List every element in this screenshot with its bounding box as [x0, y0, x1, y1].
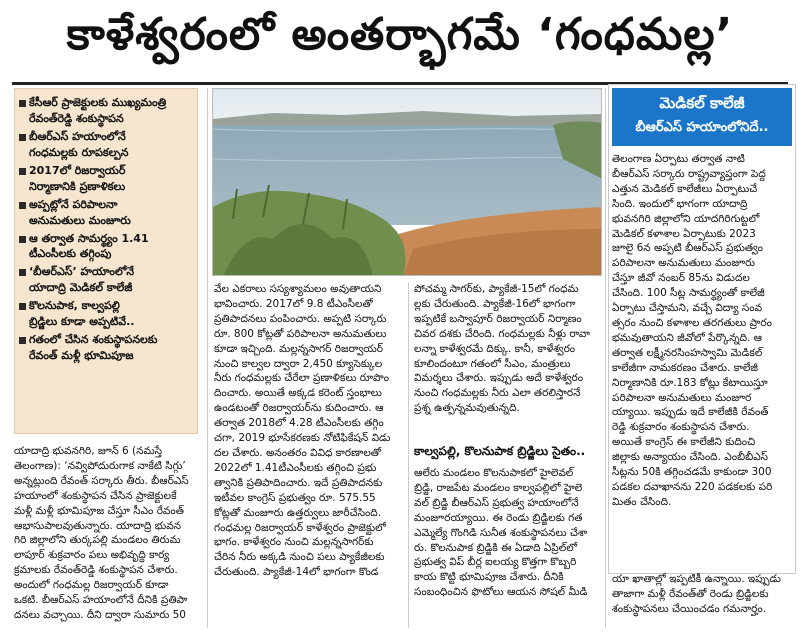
square-bullet-icon — [19, 236, 26, 243]
medical-college-text: తెలంగాణ ఏర్పాటు తర్వాత నాటి బీఆర్ఎస్ సర్కారు రాష్ట్రవ్యాప్తంగా పెద్ద ఎత్తున మెడికల్ కాలేజీలు ఏర్పాటుచే సింది. ఇందులో భాగంగా యాదాద్రి భువనగిరి జిల్లాలోని యాదగిరిగుట్టలో మెడికల్ కళాశాల ఏర్పాటుకు 2023 జూలై 6న అప్పటి బీఆర్ఎస్ ప్రభుత్వం పరిపాలనా అనుమతులు మంజూరు చేస్తూ జీవో నంబర్ 85ను విడుదల చేసింది. 100 సీట్ల సామర్థ్యంతో కాలేజీ ఏర్పాటు చేస్తామని, వచ్చే విద్యా సంవ త్సరం నుంచి కళాశాల తరగతులు ప్రారం భమవుతాయని జీవోలో పేర్కొన్నది. ఆ తర్వాత లక్ష్మీనరసింహస్వామి మెడికల్ కాలేజీగా నామకరణం చేశారు. కాలేజీ నిర్మాణానికి రూ.183 కోట్లు కేటాయిస్తూ పరిపాలనా అనుమతులు మంజూర య్యాయి. ఇప్పుడు ఇదే కాలేజీకి రేవంత్ రెడ్డి శుక్రవారం శంకుస్థాపన చేశారు. అయితే కాంగ్రెస్ ఈ కాలేజీని కుదించి జిల్లాకు అన్యాయం చేసింది. ఎంబీబీఎస్ సీట్లను 50కి తగ్గించడమే కాకుండా 300 పడకల దవాఖానను 220 పడకలకు పరి మితం చేసింది. — [612, 153, 773, 508]
highlight-text: ఆ తర్వాత సామర్థ్యం 1.41 టీఎంసీలకు తగ్గింపు — [29, 231, 149, 261]
highlight-item — [19, 298, 191, 330]
column-divider — [605, 88, 606, 628]
reservoir-photo-image — [213, 89, 602, 276]
square-bullet-icon — [19, 269, 26, 276]
box-subtitle: బీఆర్ఎస్ హయాంలోనిదే.. — [635, 120, 769, 135]
highlight-text: గతంలో చేసిన శంకుస్థాపనలకు రేవంత్ మళ్లీ భూమిపూజ — [29, 333, 158, 363]
highlight-item — [19, 264, 191, 296]
highlight-text: కొలనుపాక, కాల్వపల్లి బ్రిడ్జిలు కూడా అప్పటివే.. — [29, 299, 135, 329]
column-divider — [408, 282, 409, 628]
highlight-text: అప్పట్లోనే పరిపాలనా అనుమతులు మంజూరు — [29, 197, 131, 227]
square-bullet-icon — [19, 202, 26, 209]
highlight-item — [19, 332, 191, 364]
square-bullet-icon — [19, 168, 26, 175]
medical-college-box-header — [612, 88, 792, 146]
highlight-item — [19, 231, 191, 263]
highlight-text: కేసీఆర్ ప్రాజెక్టులకు ముఖ్యమంత్రి రేవంత్‌రెడ్డి శంకుస్థాపన — [29, 96, 167, 125]
article-column-3-continued: ఆలేరు మండలం కొలనుపాకలో హైలెవల్ బ్రిడ్జి, రాజపేట మండలం కాల్వపల్లిలో హైలె వల్ బ్రిడ్జి బీఆర్ఎస్ ప్రభుత్వ హయాంలోనే మంజూరయ్యాయి. ఈ రెండు బ్రిడ్జిలకు గత ఎమ్మెల్యే గొంగిడి సునీత శంకుస్థాపనలు చేశా రు. కొలనుపాక బ్రిడ్జికి ఈ ఏడాది ఏప్రిల్‌లో ప్రభుత్వ విప్ బీర్ల ఐలయ్య కొత్తగా కొబ్బరి కాయ కొట్టి భూమిపూజ చేశారు. దీనికి సంబంధించిన ఫొటోలు ఆయన సోషల్ మీడి — [414, 467, 588, 599]
highlight-text: బీఆర్ఎస్ హయాంలోనే గంధమల్లకు రూపకల్పన — [29, 129, 129, 159]
highlight-text: ‘బీఆర్ఎస్’ హయాంలోనే యాదాద్రి మెడికల్ కాలేజీ — [29, 265, 135, 295]
article-column-1: యాదాద్రి భువనగిరి, జూన్ 6 (నమస్తే తెలంగాణ): ‘నవ్విపోదురుగాక నాకేటి సిగ్గు’ అన్నట్లుంది రేవంత్ సర్కారు తీరు. బీఆర్ఎస్ హయాంలో శంకుస్థాపన చేసిన ప్రాజెక్టులకే మళ్లీ మళ్లీ భూమిపూజ చేస్తూ సీఎం రేవంత్ ఆభాసుపాలవుతున్నారు. యాదాద్రి భువన గిరి జిల్లాలోని తుర్కపల్లి మండలం తిరుమ లాపూర్ శుక్రవారం పలు అభివృద్ధి కార్య క్రమాలకు రేవంత్‌రెడ్డి శంకుస్థాపన చేశారు. అందులో గంధమల్ల రిజర్వాయర్ కూడా ఒకటి. బీఆర్ఎస్ హయాంలోనే దీనికి ప్రతిపా దనలు వచ్చాయి. దీని ద్వారా సుమారు 50 — [14, 445, 189, 621]
bridges-subheading: కాల్వపల్లి, కొలనుపాక బ్రిడ్జిలు సైతం.. — [414, 444, 586, 458]
highlight-item — [19, 95, 191, 127]
square-bullet-icon — [19, 100, 26, 107]
article-column-3: పోచమ్మ సాగర్‌కు, ప్యాకేజీ-15లో గంధమ ల్లకు చేరుతుంది. ప్యాకేజీ-16లో భాగంగా ఇప్పటికే బస్వాపూర్ రిజర్వాయర్ నిర్మాణం చివర దశకు చేరింది. గంధమల్లకు నీళ్లు రావా లన్నా కాళేశ్వరమే దిక్కు. కానీ, కాళేశ్వరం కూలిందంటూ గతంలో సీఎం, మంత్రులు విమర్శలు చేశారు. ఇప్పుడు అదే కాళేశ్వరం నుంచి గంధమల్లకు నీరు ఎలా తరలిస్తారనే ప్రశ్న ఉత్పన్నమవుతున్నది. — [414, 283, 590, 415]
highlight-item — [19, 163, 191, 195]
headline: కాళేశ్వరంలో అంతర్భాగమే ‘గంధమల్ల’ — [66, 9, 734, 60]
reservoir-photo — [212, 88, 602, 276]
article-column-4-continued: యా ఖాతాల్లో ఇప్పటికీ ఉన్నాయి. ఇప్పుడు తాజాగా మళ్లీ రేవంత్‌తో రెండు బ్రిడ్జిలకు శంకుస్థాపనలు చేయించడం గమనార్హం. — [612, 573, 781, 615]
square-bullet-icon — [19, 303, 26, 310]
box-title: మెడికల్ కాలేజీ — [659, 94, 745, 112]
highlight-text: 2017లో రిజర్వాయర్ నిర్మాణానికి ప్రణాళికలు — [29, 163, 126, 193]
highlight-item — [19, 197, 191, 229]
highlights-sidebar — [14, 88, 198, 434]
square-bullet-icon — [19, 337, 26, 344]
article-column-2: వేల ఎకరాలు సస్యశ్యామలం అవుతాయని భావించారు. 2017లో 9.8 టీఎంసీలతో ప్రతిపాదనలు పంపించారు. అప్పటి సర్కారు రూ. 800 కోట్లతో పరిపాలనా అనుమతులు కూడా ఇచ్చింది. మల్లన్నసాగర్ రిజర్వాయర్ నుంచి కాల్వల ద్వారా 2,450 క్యూసెక్కుల నీరు గంధమల్లకు చేరేలా ప్రణాళికలు రూపొం దించారు. అయితే అక్కడ కరెంట్ స్తంభాలు ఉండటంతో రిజర్వాయర్‌ను కుదించారు. ఆ తర్వాత 2018లో 4.28 టీఎంసీలకు తగ్గిం చగా, 2019 భూసేకరణకు నోటిఫికేషన్ విడు దల చేశారు. అనంతరం వివిధ కారణాలతో 2022లో 1.41టీఎంసీలకు తగ్గించి ప్రభు త్వానికి ప్రతిపాదించారు. ఇదే ప్రతిపాదనకు ఇటీవల కాంగ్రెస్ ప్రభుత్వం రూ. 575.55 కోట్లతో మంజూరు ఉత్తర్వులు జారీచేసింది. గంధమల్ల రిజర్వాయర్ కాళేశ్వరం ప్రాజెక్టులో భాగం. కాళేశ్వరం నుంచి మల్లన్నసాగర్‌కు చేరిన నీరు అక్కడి నుంచి పలు ప్యాకేజీలకు చేరుతుంది. ప్యాకేజీ-14లో భాగంగా కొండ — [214, 283, 391, 579]
square-bullet-icon — [19, 134, 26, 141]
column-divider — [207, 88, 208, 628]
highlight-item — [19, 129, 191, 161]
